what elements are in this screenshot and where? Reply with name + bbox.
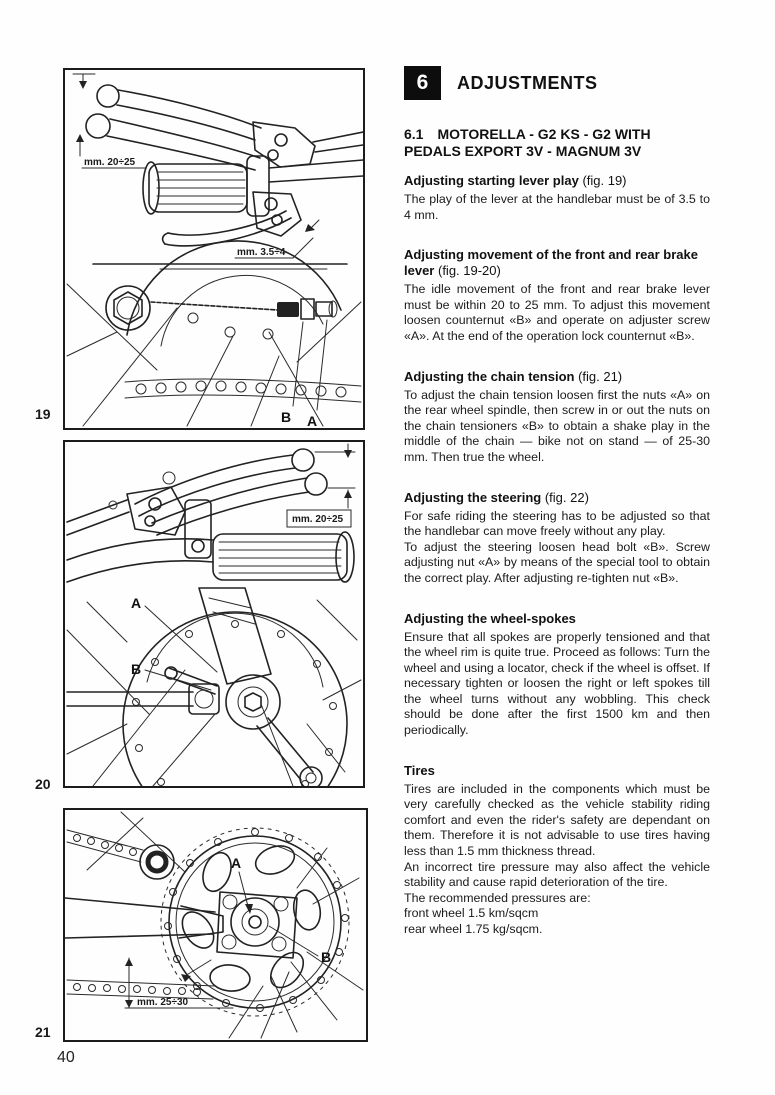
section-number: 6.1	[404, 126, 424, 142]
subsection-heading	[404, 173, 710, 189]
subsection-paragraph: The play of the lever at the handlebar must be of 3.5 to 4 mm.	[404, 192, 710, 222]
chapter-header	[404, 66, 710, 100]
fig19-label-b: B	[281, 409, 292, 425]
fig19-dim-lever-play: mm. 3.5÷4	[237, 247, 286, 258]
figure-reference: (fig. 19)	[578, 173, 627, 188]
subsection-heading	[404, 763, 710, 779]
front-wheel-pressure: front wheel 1.5 km/sqcm	[404, 906, 539, 921]
fig19-dim-lever-travel: mm. 20÷25	[84, 157, 136, 168]
figure-21-frame	[63, 808, 368, 1042]
chapter-number-badge: 6	[404, 66, 441, 100]
figure-20-frame	[63, 440, 365, 788]
fig20-dim-lever-travel: mm. 20÷25	[292, 514, 344, 525]
subsection-heading	[404, 490, 710, 506]
subsection-heading-text: Adjusting the chain tension	[404, 368, 575, 384]
subsection-paragraph: Ensure that all spokes are properly tensioned and that the wheel rim is quite true. Proceed as follows: Turn the wheel and using a locator, check if the wheel is offset. If necessary tighten or loosen the right or left spokes till the wheel turns without any wobbling. This check should be done after the first 1500 km and then periodically.	[404, 629, 710, 738]
figure-19-frame	[63, 68, 365, 430]
subsection-heading-text: Adjusting the steering	[404, 489, 542, 505]
fig20-label-b: B	[131, 661, 142, 677]
figure-21-drawing	[65, 810, 366, 1040]
subsection-paragraph: For safe riding the steering has to be adjusted so that the handlebar can move freely without any play.	[404, 508, 710, 539]
figure-reference: (fig. 21)	[574, 368, 623, 384]
subsection-heading-text: Tires	[404, 762, 435, 778]
subsection-paragraph: The idle movement of the front and rear brake lever must be within 20 to 25 mm. To adjust this movement loosen counternut «B» and operate on adjuster screw «A». At the end of the operation lock counternut «B».	[404, 282, 710, 343]
subsection-tires	[404, 763, 710, 938]
figure-20-number: 20	[35, 776, 51, 792]
subsection-heading	[404, 247, 710, 279]
section-title-text: MOTORELLA - G2 KS - G2 WITH PEDALS EXPORT 3V - MAGNUM 3V	[404, 126, 651, 159]
subsection-paragraph: To adjust the steering loosen head bolt «B». Screw adjusting nut «A» by means of the special tool to obtain the correct play. After adjusting re-tighten nut «B».	[404, 539, 710, 585]
subsection-steering	[404, 490, 710, 587]
subsection-starting-lever-play	[404, 173, 710, 223]
rear-wheel-pressure: rear wheel 1.75 kg/sqcm.	[404, 922, 543, 936]
fig21-dim-chain-play: mm. 25÷30	[137, 997, 189, 1008]
subsection-heading-text: Adjusting movement of the front and rear brake lever	[404, 247, 698, 279]
subsection-heading-text: Adjusting the wheel-spokes	[404, 610, 576, 626]
figure-reference: (fig. 19-20)	[434, 263, 501, 279]
fig21-label-b: B	[321, 949, 332, 965]
subsection-brake-lever-movement	[404, 247, 710, 344]
figure-21-number: 21	[35, 1024, 51, 1040]
figure-19-drawing	[65, 70, 363, 428]
text-column	[404, 66, 710, 938]
section-title	[404, 126, 710, 160]
figure-20-drawing	[65, 442, 363, 786]
chapter-title: ADJUSTMENTS	[457, 72, 598, 93]
subsection-chain-tension	[404, 369, 710, 466]
subsection-wheel-spokes	[404, 611, 710, 739]
subsection-paragraph: The recommended pressures are:	[404, 890, 591, 905]
subsection-heading-text: Adjusting starting lever play	[404, 173, 579, 188]
figure-reference: (fig. 22)	[541, 489, 589, 505]
figure-19-number: 19	[35, 406, 51, 422]
subsection-heading	[404, 611, 710, 627]
subsection-paragraph: Tires are included in the components which must be very carefully checked as the vehicle stability riding comfort and even the rider's safety are dependant on them. Therefore it is not advisable to use tires having less than 1.5 mm thickness thread.	[404, 781, 710, 859]
fig21-label-a: A	[231, 855, 242, 871]
fig19-label-a: A	[307, 413, 318, 428]
subsection-paragraph: An incorrect tire pressure may also affect the vehicle stability and cause rapid deterioration of the tire.	[404, 859, 710, 890]
page-number: 40	[57, 1049, 75, 1066]
subsection-heading	[404, 369, 710, 385]
subsection-paragraph: To adjust the chain tension loosen first the nuts «A» on the rear wheel spindle, then screw in or out the nuts on the chain tensioners «B» to obtain a shake play in the middle of the chain — bike not on stand — of 25-30 mm. Then true the wheel.	[404, 387, 710, 464]
fig20-label-a: A	[131, 595, 142, 611]
